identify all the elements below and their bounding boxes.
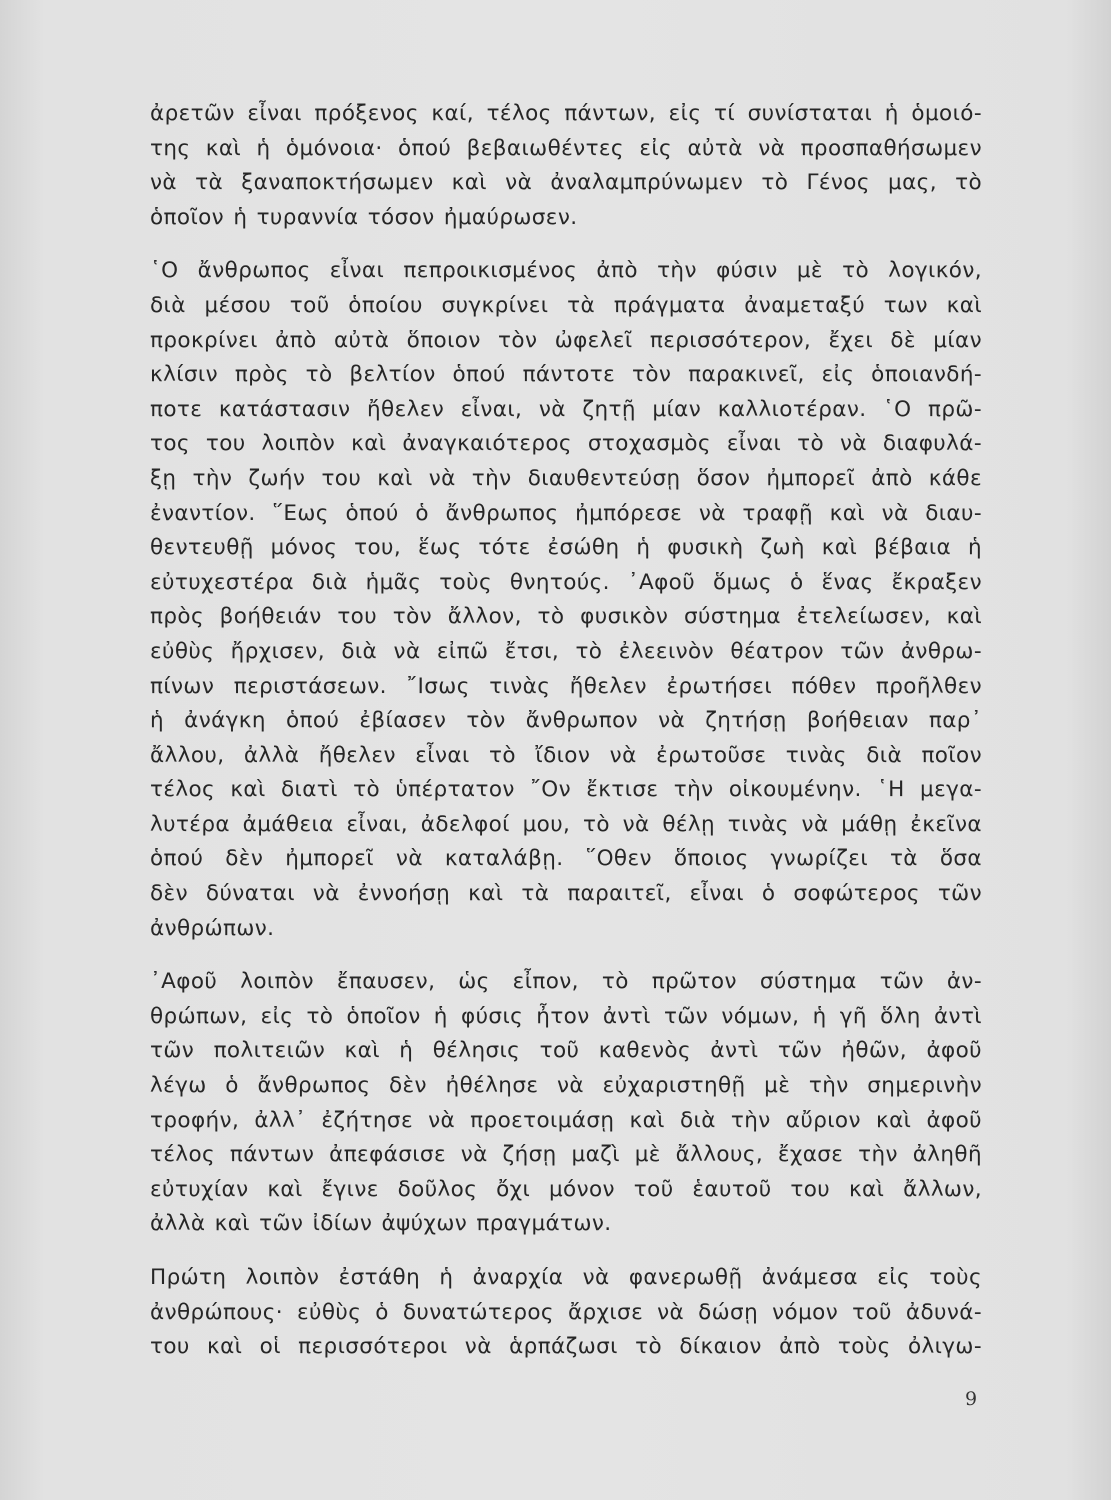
text-line: ποτε κατάστασιν ἤθελεν εἶναι, νὰ ζητῇ μίαν καλλιοτέραν. ῾Ο πρῶ- <box>150 396 982 422</box>
text-line: πρὸς βοήθειάν του τὸν ἄλλον, τὸ φυσικὸν σύστημα ἐτελείωσεν, καὶ <box>150 604 982 630</box>
body-text <box>150 97 982 1365</box>
text-line: τροφήν, ἀλλ᾽ ἐζήτησε νὰ προετοιμάσῃ καὶ διὰ τὴν αὔριον καὶ ἀφοῦ <box>150 1107 982 1133</box>
page-number: 9 <box>965 1388 978 1410</box>
paragraph-2 <box>150 254 982 946</box>
text-line: ἀλλὰ καὶ τῶν ἰδίων ἀψύχων πραγμάτων. <box>150 1211 612 1237</box>
text-line: ᾽Αφοῦ λοιπὸν ἔπαυσεν, ὡς εἶπον, τὸ πρῶτον σύστημα τῶν ἀν- <box>150 969 982 995</box>
paragraph-1 <box>150 97 982 235</box>
text-line: της καὶ ἡ ὁμόνοια· ὁπού βεβαιωθέντες εἰς αὐτὰ νὰ προσπαθήσωμεν <box>150 135 982 161</box>
text-line: τος του λοιπὸν καὶ ἀναγκαιότερος στοχασμὸς εἶναι τὸ νὰ διαφυλά- <box>150 431 982 457</box>
text-line: πίνων περιστάσεων. ῎Ισως τινὰς ἤθελεν ἐρωτήσει πόθεν προῆλθεν <box>150 673 982 699</box>
text-line: κλίσιν πρὸς τὸ βελτίον ὁπού πάντοτε τὸν παρακινεῖ, εἰς ὁποιανδή- <box>150 362 982 388</box>
text-line: θρώπων, εἰς τὸ ὁποῖον ἡ φύσις ἦτον ἀντὶ τῶν νόμων, ἡ γῆ ὅλη ἀντὶ <box>150 1003 982 1029</box>
text-line: νὰ τὰ ξαναποκτήσωμεν καὶ νὰ ἀναλαμπρύνωμεν τὸ Γένος μας, τὸ <box>150 170 982 196</box>
text-line: προκρίνει ἀπὸ αὐτὰ ὅποιον τὸν ὠφελεῖ περισσότερον, ἔχει δὲ μίαν <box>150 327 982 353</box>
text-line: διὰ μέσου τοῦ ὁποίου συγκρίνει τὰ πράγματα ἀναμεταξύ των καὶ <box>150 292 982 318</box>
text-line: Πρώτη λοιπὸν ἐστάθη ἡ ἀναρχία νὰ φανερωθῇ ἀνάμεσα εἰς τοὺς <box>150 1265 982 1290</box>
text-line: ὁποῖον ἡ τυραννία τόσον ἠμαύρωσεν. <box>150 204 578 230</box>
text-line: λυτέρα ἀμάθεια εἶναι, ἀδελφοί μου, τὸ νὰ θέλῃ τινὰς νὰ μάθῃ ἐκεῖνα <box>150 811 982 837</box>
text-line: ξῃ τὴν ζωήν του καὶ νὰ τὴν διαυθεντεύσῃ ὅσον ἠμπορεῖ ἀπὸ κάθε <box>150 465 982 491</box>
text-line: λέγω ὁ ἄνθρωπος δὲν ἠθέλησε νὰ εὐχαριστηθῇ μὲ τὴν σημερινὴν <box>150 1073 982 1099</box>
text-line: ἀνθρώπων. <box>150 915 275 941</box>
text-line: τέλος καὶ διατὶ τὸ ὑπέρτατον ῎Ον ἔκτισε τὴν οἰκουμένην. ῾Η μεγα- <box>150 777 982 803</box>
text-line: ἀρετῶν εἶναι πρόξενος καί, τέλος πάντων, εἰς τί συνίσταται ἡ ὁμοιό- <box>150 101 982 126</box>
paragraph-3 <box>150 965 982 1242</box>
text-line: ἄλλου, ἀλλὰ ἤθελεν εἶναι τὸ ἴδιον νὰ ἐρωτοῦσε τινὰς διὰ ποῖον <box>150 742 982 768</box>
text-line: εὐτυχίαν καὶ ἔγινε δοῦλος ὄχι μόνον τοῦ ἑαυτοῦ του καὶ ἄλλων, <box>150 1176 982 1202</box>
text-line: ἡ ἀνάγκη ὁπού ἐβίασεν τὸν ἄνθρωπον νὰ ζητήσῃ βοήθειαν παρ᾽ <box>150 708 982 734</box>
text-line: ἀνθρώπους· εὐθὺς ὁ δυνατώτερος ἄρχισε νὰ δώσῃ νόμον τοῦ ἀδυνά- <box>150 1299 982 1325</box>
text-line: εὐτυχεστέρα διὰ ἡμᾶς τοὺς θνητούς. ᾽Αφοῦ ὅμως ὁ ἕνας ἔκραξεν <box>150 569 982 595</box>
text-line: εὐθὺς ἤρχισεν, διὰ νὰ εἰπῶ ἔτσι, τὸ ἐλεεινὸν θέατρον τῶν ἀνθρω- <box>150 638 982 664</box>
text-line: ῾Ο ἄνθρωπος εἶναι πεπροικισμένος ἀπὸ τὴν φύσιν μὲ τὸ λογικόν, <box>150 258 982 284</box>
text-line: ἐναντίον. ῞Εως ὁπού ὁ ἄνθρωπος ἠμπόρεσε νὰ τραφῇ καὶ νὰ διαυ- <box>150 500 982 526</box>
text-line: θεντευθῇ μόνος του, ἕως τότε ἐσώθη ἡ φυσικὴ ζωὴ καὶ βέβαια ἡ <box>150 535 982 561</box>
text-line: τέλος πάντων ἀπεφάσισε νὰ ζήσῃ μαζὶ μὲ ἄλλους, ἔχασε τὴν ἀληθῆ <box>150 1142 982 1168</box>
text-line: τῶν πολιτειῶν καὶ ἡ θέλησις τοῦ καθενὸς ἀντὶ τῶν ἠθῶν, ἀφοῦ <box>150 1038 982 1064</box>
text-line: δὲν δύναται νὰ ἐννοήσῃ καὶ τὰ παραιτεῖ, εἶναι ὁ σοφώτερος τῶν <box>150 881 982 907</box>
text-line: ὁπού δὲν ἠμπορεῖ νὰ καταλάβῃ. ῞Οθεν ὅποιος γνωρίζει τὰ ὅσα <box>150 846 982 872</box>
text-line: του καὶ οἱ περισσότεροι νὰ ἁρπάζωσι τὸ δίκαιον ἀπὸ τοὺς ὀλιγω- <box>150 1334 982 1360</box>
paragraph-4 <box>150 1261 982 1365</box>
